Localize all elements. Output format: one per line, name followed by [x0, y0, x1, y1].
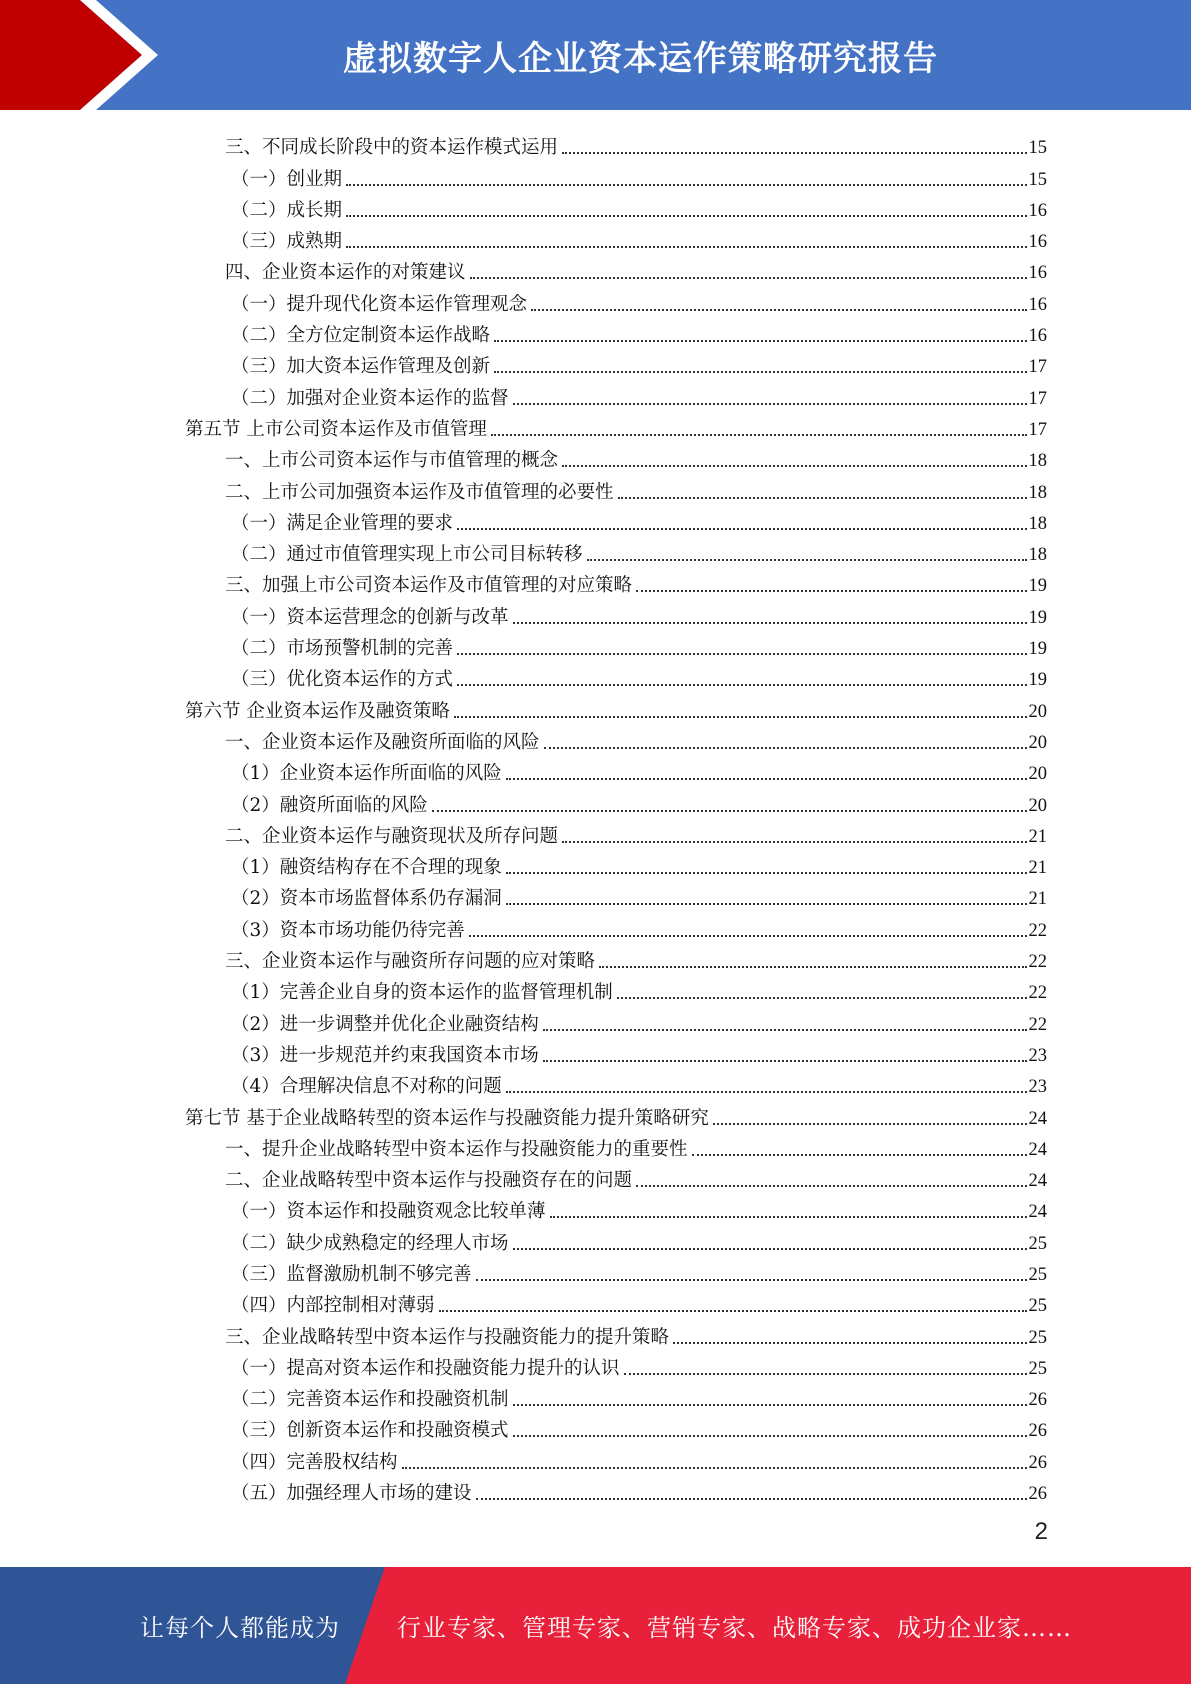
- toc-entry[interactable]: [185, 1255, 1047, 1286]
- toc-entry-page: 25: [1028, 1233, 1047, 1254]
- toc-entry-page: 21: [1028, 826, 1047, 847]
- toc-entry-page: 22: [1028, 983, 1047, 1004]
- toc-entry-title: （3）资本市场功能仍待完善: [231, 919, 465, 941]
- toc-dot-leader: [636, 1185, 1026, 1187]
- table-of-contents: [185, 128, 1047, 1505]
- toc-dot-leader: [617, 997, 1027, 999]
- toc-entry-page: 20: [1028, 795, 1047, 816]
- toc-dot-leader: [562, 465, 1026, 467]
- toc-entry[interactable]: [185, 159, 1047, 190]
- toc-dot-leader: [491, 434, 1027, 436]
- toc-entry-page: 15: [1028, 138, 1047, 159]
- toc-entry[interactable]: [185, 410, 1047, 441]
- toc-entry[interactable]: [185, 1161, 1047, 1192]
- toc-entry-title: （一）资本运作和投融资观念比较单薄: [231, 1201, 546, 1223]
- page-header: [0, 0, 1191, 110]
- toc-dot-leader: [457, 684, 1026, 686]
- toc-entry-page: 17: [1028, 357, 1047, 378]
- toc-entry-title: （1）企业资本运作所面临的风险: [231, 763, 502, 785]
- toc-entry-page: 20: [1028, 764, 1047, 785]
- toc-entry-page: 23: [1028, 1045, 1047, 1066]
- toc-entry-title: （一）提升现代化资本运作管理观念: [231, 293, 528, 315]
- toc-entry-title: 第六节 企业资本运作及融资策略: [185, 700, 450, 722]
- toc-entry-title: （四）完善股权结构: [231, 1451, 398, 1473]
- toc-dot-leader: [624, 1373, 1027, 1375]
- toc-entry-title: 三、企业资本运作与融资所存问题的应对策略: [225, 951, 596, 973]
- toc-entry-page: 26: [1028, 1390, 1047, 1411]
- toc-entry[interactable]: [185, 1349, 1047, 1380]
- toc-entry-title: 三、企业战略转型中资本运作与投融资能力的提升策略: [225, 1326, 670, 1348]
- toc-entry[interactable]: [185, 754, 1047, 785]
- toc-dot-leader: [494, 340, 1026, 342]
- toc-entry-title: （二）完善资本运作和投融资机制: [231, 1389, 509, 1411]
- toc-entry-title: 二、上市公司加强资本运作及市值管理的必要性: [225, 481, 614, 503]
- toc-dot-leader: [562, 841, 1026, 843]
- toc-entry[interactable]: [185, 253, 1047, 284]
- toc-entry[interactable]: [185, 535, 1047, 566]
- toc-entry-title: （二）全方位定制资本运作战略: [231, 325, 491, 347]
- toc-entry-page: 18: [1028, 545, 1047, 566]
- toc-dot-leader: [469, 935, 1027, 937]
- toc-dot-leader: [457, 653, 1026, 655]
- toc-entry[interactable]: [185, 1411, 1047, 1442]
- red-arrow-shape: [0, 0, 142, 110]
- toc-dot-leader: [513, 1248, 1027, 1250]
- toc-entry-title: 第七节 基于企业战略转型的资本运作与投融资能力提升策略研究: [185, 1107, 709, 1129]
- toc-entry[interactable]: [185, 222, 1047, 253]
- toc-entry[interactable]: [185, 316, 1047, 347]
- toc-dot-leader: [457, 528, 1026, 530]
- toc-entry-title: （三）加大资本运作管理及创新: [231, 356, 491, 378]
- toc-entry-title: （三）创新资本运作和投融资模式: [231, 1420, 509, 1442]
- toc-dot-leader: [562, 152, 1026, 154]
- toc-dot-leader: [618, 497, 1027, 499]
- toc-dot-leader: [544, 747, 1027, 749]
- toc-entry-page: 18: [1028, 451, 1047, 472]
- toc-entry-title: 四、企业资本运作的对策建议: [225, 262, 466, 284]
- toc-dot-leader: [402, 1467, 1027, 1469]
- toc-entry[interactable]: [185, 1474, 1047, 1505]
- toc-entry-page: 24: [1028, 1202, 1047, 1223]
- page-footer: [0, 1567, 1191, 1684]
- toc-entry-title: （二）加强对企业资本运作的监督: [231, 387, 509, 409]
- toc-dot-leader: [673, 1342, 1026, 1344]
- toc-entry-page: 25: [1028, 1296, 1047, 1317]
- toc-entry-page: 19: [1028, 670, 1047, 691]
- toc-entry-title: （4）合理解决信息不对称的问题: [231, 1076, 502, 1098]
- toc-dot-leader: [513, 622, 1027, 624]
- toc-dot-leader: [513, 1404, 1027, 1406]
- toc-entry-page: 20: [1028, 701, 1047, 722]
- toc-entry-page: 16: [1028, 200, 1047, 221]
- toc-dot-leader: [494, 371, 1026, 373]
- document-title: 虚拟数字人企业资本运作策略研究报告: [343, 38, 938, 79]
- page-number: 2: [1034, 1518, 1048, 1545]
- toc-entry[interactable]: [185, 879, 1047, 910]
- toc-dot-leader: [587, 559, 1027, 561]
- toc-entry-page: 19: [1028, 639, 1047, 660]
- toc-entry-page: 25: [1028, 1264, 1047, 1285]
- toc-entry-page: 25: [1028, 1327, 1047, 1348]
- toc-dot-leader: [599, 966, 1026, 968]
- toc-entry-page: 16: [1028, 263, 1047, 284]
- toc-entry-title: 一、上市公司资本运作与市值管理的概念: [225, 450, 559, 472]
- footer-slogan-left: 让每个人都能成为: [140, 1614, 340, 1642]
- toc-dot-leader: [346, 215, 1026, 217]
- toc-entry[interactable]: [185, 504, 1047, 535]
- toc-dot-leader: [432, 810, 1027, 812]
- toc-entry-page: 21: [1028, 889, 1047, 910]
- toc-entry-title: （2）融资所面临的风险: [231, 794, 428, 816]
- toc-entry-page: 19: [1028, 576, 1047, 597]
- toc-entry-page: 16: [1028, 232, 1047, 253]
- toc-entry[interactable]: [185, 597, 1047, 628]
- toc-dot-leader: [346, 184, 1026, 186]
- toc-entry-page: 22: [1028, 952, 1047, 973]
- toc-entry-page: 22: [1028, 920, 1047, 941]
- toc-entry[interactable]: [185, 1223, 1047, 1254]
- toc-dot-leader: [476, 1498, 1027, 1500]
- toc-dot-leader: [531, 309, 1026, 311]
- toc-entry-page: 25: [1028, 1358, 1047, 1379]
- toc-entry-title: （1）融资结构存在不合理的现象: [231, 857, 502, 879]
- toc-dot-leader: [506, 903, 1027, 905]
- toc-entry[interactable]: [185, 973, 1047, 1004]
- toc-entry-title: （1）完善企业自身的资本运作的监督管理机制: [231, 982, 613, 1004]
- toc-entry-page: 22: [1028, 1014, 1047, 1035]
- toc-entry[interactable]: [185, 378, 1047, 409]
- toc-entry-page: 15: [1028, 169, 1047, 190]
- toc-dot-leader: [550, 1216, 1027, 1218]
- toc-dot-leader: [470, 277, 1027, 279]
- toc-entry[interactable]: [185, 723, 1047, 754]
- toc-dot-leader: [476, 1279, 1027, 1281]
- toc-entry[interactable]: [185, 817, 1047, 848]
- toc-entry[interactable]: [185, 910, 1047, 941]
- toc-entry[interactable]: [185, 128, 1047, 159]
- toc-dot-leader: [506, 778, 1027, 780]
- toc-entry-page: 23: [1028, 1077, 1047, 1098]
- toc-dot-leader: [543, 1029, 1027, 1031]
- toc-entry-title: （一）提高对资本运作和投融资能力提升的认识: [231, 1357, 620, 1379]
- toc-entry-title: （三）监督激励机制不够完善: [231, 1263, 472, 1285]
- toc-entry-title: 一、提升企业战略转型中资本运作与投融资能力的重要性: [225, 1138, 688, 1160]
- toc-entry-title: （二）市场预警机制的完善: [231, 638, 454, 660]
- toc-entry[interactable]: [185, 785, 1047, 816]
- toc-entry-title: 三、加强上市公司资本运作及市值管理的对应策略: [225, 575, 633, 597]
- toc-entry-title: （三）成熟期: [231, 231, 343, 253]
- toc-entry[interactable]: [185, 1317, 1047, 1348]
- toc-dot-leader: [513, 403, 1027, 405]
- toc-entry-page: 18: [1028, 482, 1047, 503]
- toc-entry[interactable]: [185, 660, 1047, 691]
- toc-entry-page: 24: [1028, 1108, 1047, 1129]
- footer-slogan-right: 行业专家、管理专家、营销专家、战略专家、成功企业家……: [397, 1614, 1072, 1642]
- toc-entry-page: 18: [1028, 513, 1047, 534]
- toc-entry[interactable]: [185, 347, 1047, 378]
- toc-entry-page: 16: [1028, 294, 1047, 315]
- toc-entry[interactable]: [185, 1192, 1047, 1223]
- toc-entry-title: （一）满足企业管理的要求: [231, 512, 454, 534]
- toc-entry-title: （五）加强经理人市场的建设: [231, 1483, 472, 1505]
- toc-entry[interactable]: [185, 691, 1047, 722]
- toc-entry[interactable]: [185, 942, 1047, 973]
- toc-entry-title: （二）缺少成熟稳定的经理人市场: [231, 1232, 509, 1254]
- toc-entry-page: 26: [1028, 1421, 1047, 1442]
- toc-entry[interactable]: [185, 1004, 1047, 1035]
- toc-entry-title: 一、企业资本运作及融资所面临的风险: [225, 731, 540, 753]
- toc-entry[interactable]: [185, 1067, 1047, 1098]
- toc-entry[interactable]: [185, 191, 1047, 222]
- toc-entry[interactable]: [185, 1036, 1047, 1067]
- toc-entry-page: 21: [1028, 858, 1047, 879]
- toc-entry[interactable]: [185, 1130, 1047, 1161]
- toc-dot-leader: [513, 1435, 1027, 1437]
- toc-entry-title: 第五节 上市公司资本运作及市值管理: [185, 418, 487, 440]
- toc-entry-title: 二、企业战略转型中资本运作与投融资存在的问题: [225, 1170, 633, 1192]
- toc-dot-leader: [506, 872, 1027, 874]
- toc-entry-page: 19: [1028, 607, 1047, 628]
- toc-entry-title: 二、企业资本运作与融资现状及所存问题: [225, 825, 559, 847]
- toc-entry[interactable]: [185, 629, 1047, 660]
- toc-dot-leader: [454, 716, 1027, 718]
- toc-entry[interactable]: [185, 1286, 1047, 1317]
- toc-entry-page: 26: [1028, 1452, 1047, 1473]
- toc-entry-title: （2）进一步调整并优化企业融资结构: [231, 1013, 539, 1035]
- toc-dot-leader: [543, 1060, 1027, 1062]
- toc-entry-title: （二）通过市值管理实现上市公司目标转移: [231, 544, 583, 566]
- toc-entry-title: （四）内部控制相对薄弱: [231, 1295, 435, 1317]
- toc-entry[interactable]: [185, 566, 1047, 597]
- toc-dot-leader: [636, 590, 1026, 592]
- toc-entry-page: 24: [1028, 1171, 1047, 1192]
- toc-dot-leader: [506, 1091, 1027, 1093]
- toc-entry[interactable]: [185, 1380, 1047, 1411]
- toc-entry-title: （一）资本运营理念的创新与改革: [231, 606, 509, 628]
- toc-dot-leader: [439, 1310, 1027, 1312]
- toc-entry[interactable]: [185, 472, 1047, 503]
- toc-entry-page: 16: [1028, 326, 1047, 347]
- toc-dot-leader: [346, 246, 1026, 248]
- toc-entry-title: （三）优化资本运作的方式: [231, 669, 454, 691]
- toc-entry-page: 24: [1028, 1139, 1047, 1160]
- toc-entry-title: 三、不同成长阶段中的资本运作模式运用: [225, 137, 559, 159]
- toc-entry[interactable]: [185, 848, 1047, 879]
- toc-dot-leader: [692, 1154, 1027, 1156]
- toc-entry[interactable]: [185, 284, 1047, 315]
- toc-entry-title: （2）资本市场监督体系仍存漏洞: [231, 888, 502, 910]
- toc-entry-page: 26: [1028, 1484, 1047, 1505]
- toc-entry[interactable]: [185, 1098, 1047, 1129]
- toc-entry-title: （3）进一步规范并约束我国资本市场: [231, 1044, 539, 1066]
- toc-entry-page: 17: [1028, 388, 1047, 409]
- toc-entry-page: 17: [1028, 419, 1047, 440]
- toc-entry-page: 20: [1028, 732, 1047, 753]
- toc-entry-title: （一）创业期: [231, 168, 343, 190]
- toc-entry[interactable]: [185, 441, 1047, 472]
- toc-dot-leader: [713, 1123, 1027, 1125]
- toc-entry-title: （二）成长期: [231, 199, 343, 221]
- toc-entry[interactable]: [185, 1442, 1047, 1473]
